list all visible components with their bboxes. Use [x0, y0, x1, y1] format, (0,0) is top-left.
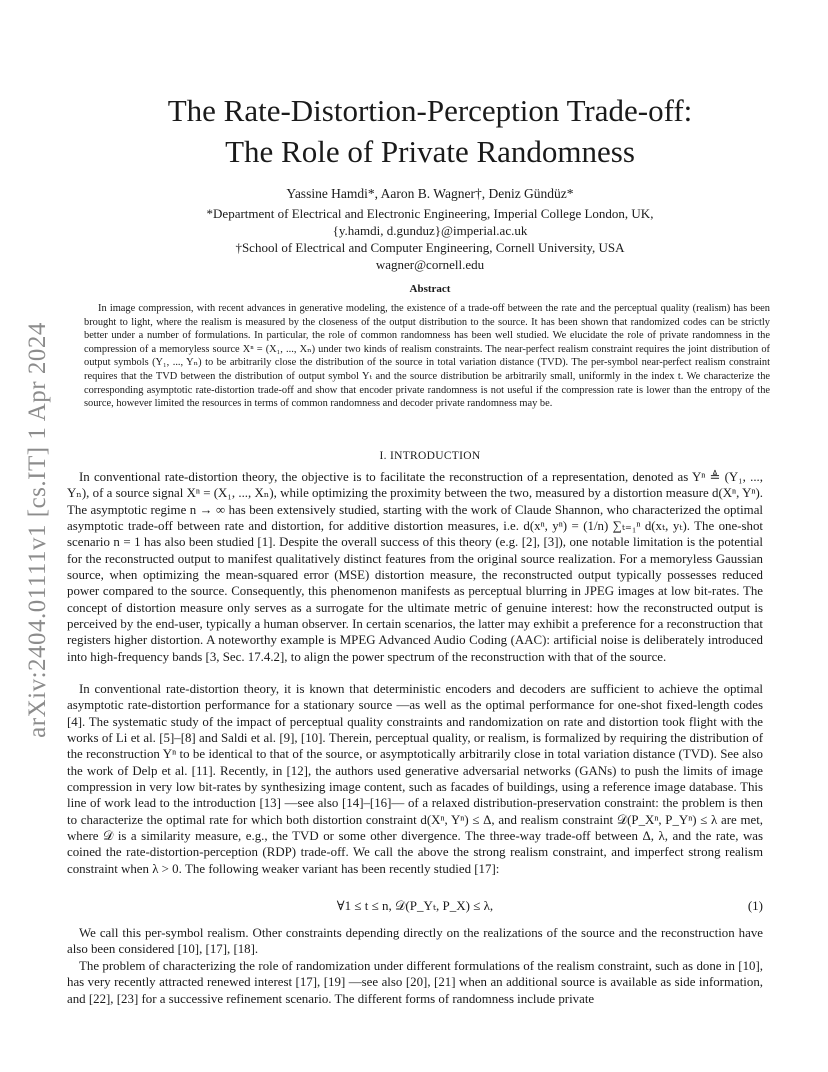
- equation-1: [67, 898, 763, 916]
- equation-body: ∀1 ≤ t ≤ n, 𝒟(P_Yₜ, P_X) ≤ λ,: [336, 898, 494, 913]
- affiliation-cornell: †School of Electrical and Computer Engineering, Cornell University, USA: [235, 240, 625, 255]
- intro-paragraph-4: The problem of characterizing the role of randomization under different formulations of the realism constraint, such as done in [10], has very recently attracted renewed interest [17], [19] —see also [20], [21] when an additional source is available as side information, and [22], [23] for a successive refinement scenario. The different forms of randomness include private: [67, 959, 763, 1006]
- abstract-body: In image compression, with recent advances in generative modeling, the existence of a trade-off between the rate and the perceptual quality (realism) has been brought to light, where the realism is measured by the closeness of the output distribution to the source. It has been shown that randomized codes can be strictly better under a number of formulations. In particular, the role of common randomness has been well studied. We elucidate the role of private randomness in the compression of a memoryless source Xⁿ = (X₁, ..., Xₙ) under two kinds of realism constraints. The near-perfect realism constraint requires the joint distribution of output symbols (Y₁, ..., Yₙ) to be arbitrarily close the distribution of the source in total variation distance (TVD). The per-symbol near-perfect realism constraint requires that the TVD between the distribution of output symbol Yₜ and the source distribution be arbitrarily small, uniformly in the index t. We characterize the corresponding asymptotic rate-distortion trade-off and show that encoder private randomness is not useful if the compression rate is lower than the entropy of the source, however limited the resources in terms of common randomness and decoder private randomness may be.: [84, 303, 770, 410]
- title-line-2: The Role of Private Randomness: [225, 134, 635, 169]
- abstract-heading: Abstract: [409, 283, 451, 295]
- arxiv-stamp: [8, 300, 68, 760]
- email-cornell: wagner@cornell.edu: [375, 257, 485, 272]
- email-imperial: {y.hamdi, d.gunduz}@imperial.ac.uk: [332, 223, 528, 238]
- title-line-1: The Rate-Distortion-Perception Trade-off:: [167, 93, 693, 128]
- equation-number: (1): [747, 898, 763, 913]
- section-heading-introduction: I. INTRODUCTION: [379, 450, 481, 462]
- intro-paragraph-2: In conventional rate-distortion theory, it is known that deterministic encoders and decoders are sufficient to achieve the optimal asymptotic rate-distortion performance for a stationary source —as well as the optimal performance for one-shot fixed-length codes [4]. The systematic study of the impact of perceptual quality constraints and randomization on rate and distortion took flight with the works of Li et al. [5]–[8] and Saldi et al. [9], [10]. Therein, perceptual quality, or realism, is formalized by requiring the distribution of the reconstruction Yⁿ to be identical to that of the source, or asymptotically arbitrarily close in total variation distance (TVD). See also the work of Delp et al. [11]. Recently, in [12], the authors used generative adversarial networks (GANs) to push the limits of image compression in very low bit-rates by synthesizing image content, such as facades of buildings, using a reference image database. This line of work lead to the introduction [13] —see also [14]–[16]— of a relaxed distribution-preservation constraint: the problem is then to characterize the optimal rate for which both distortion constraint d(Xⁿ, Yⁿ) ≤ Δ, and realism constraint 𝒟(P_Xⁿ, P_Yⁿ) ≤ λ are met, where 𝒟 is a similarity measure, e.g., the TVD or some other divergence. The three-way trade-off between Δ, λ, and the rate, was coined the rate-distortion-perception (RDP) trade-off. We call the above the strong realism constraint, and imperfect strong realism constraint when λ > 0. The following weaker variant has been recently studied [17]:: [67, 682, 763, 876]
- affiliation-imperial: *Department of Electrical and Electronic Engineering, Imperial College London, UK,: [206, 206, 654, 221]
- intro-paragraph-1: In conventional rate-distortion theory, the objective is to facilitate the reconstruction of a representation, denoted as Yⁿ ≜ (Y₁, ..., Yₙ), of a source signal Xⁿ = (X₁, ..., Xₙ), while optimizing the proximity between the two, measured by a distortion measure d(Xⁿ, Yⁿ). The asymptotic regime n → ∞ has been extensively studied, starting with the work of Claude Shannon, who characterized the optimal asymptotic trade-off between rate and distortion, for additive distortion measures, i.e. d(xⁿ, yⁿ) = (1/n) ∑ₜ₌₁ⁿ d(xₜ, yₜ). The one-shot scenario n = 1 has also been studied [1]. Despite the overall success of this theory (e.g. [2], [3]), one notable limitation is the potential for the reconstructed output to manifest qualitatively distinct features from the original source realization. For a memoryless Gaussian source, when optimizing the mean-squared error (MSE) distortion measure, the reconstructed output typically possesses reduced power compared to the source. Consequently, this phenomenon manifests as perceptual blurring in JPEG images at low bit-rates. The concept of distortion measure only serves as a surrogate for the ultimate metric of genuine interest: how the reconstructed output is perceived by the end-user, typically a human observer. In certain scenarios, the latter may exhibit a preference for a reconstruction that registers higher distortion. A noteworthy example is MPEG Advanced Audio Coding (AAC): artificial noise is deliberately introduced into high-frequency bands [3, Sec. 17.4.2], to align the power spectrum of the reconstruction with that of the source.: [67, 470, 763, 664]
- paper-title: [90, 90, 770, 172]
- author-list: Yassine Hamdi*, Aaron B. Wagner†, Deniz Gündüz*: [286, 186, 574, 201]
- intro-paragraph-3: We call this per-symbol realism. Other constraints depending directly on the realizations of the source and the reconstruction have also been considered [10], [17], [18].: [67, 926, 763, 957]
- arxiv-identifier: arXiv:2404.01111v1 [cs.IT] 1 Apr 2024: [24, 322, 51, 738]
